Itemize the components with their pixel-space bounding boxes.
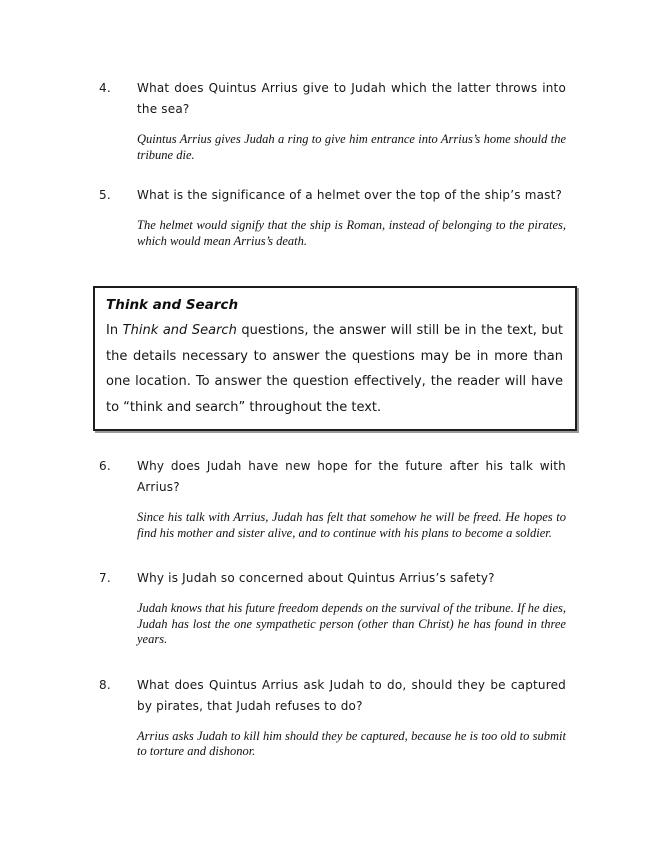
answer-text: Arrius asks Judah to kill him should they be captured, because he is too old to submit to torture and dishonor. — [137, 728, 566, 758]
question-text: What is the significance of a helmet over the top of the ship’s mast? — [137, 188, 563, 202]
qa-section-bottom — [99, 456, 566, 760]
question-number: 7. — [99, 571, 111, 585]
question-text: What does Quintus Arrius ask Judah to do, should they be captured by pirates, that Judah refuses to do? — [137, 677, 566, 713]
question-row — [99, 456, 566, 498]
qa-section-top — [99, 78, 566, 249]
answer-text: Since his talk with Arrius, Judah has felt that somehow he will be freed. He hopes to find his mother and sister alive, and to continue with his plans to become a soldier. — [137, 510, 566, 540]
qa-item-8 — [99, 675, 566, 760]
question-row — [99, 568, 566, 589]
question-text: Why is Judah so concerned about Quintus Arrius’s safety? — [137, 571, 495, 585]
qa-item-6 — [99, 456, 566, 541]
qa-item-7 — [99, 568, 566, 648]
callout-body-rest: questions, the answer will still be in the text, but the details necessary to answer the questions may be in more than one location. To answer the question effectively, the reader will have to “think and search” throughout the text. — [106, 323, 563, 415]
think-and-search-box — [93, 286, 577, 431]
question-text: What does Quintus Arrius give to Judah which the latter throws into the sea? — [137, 81, 566, 116]
question-number: 5. — [99, 188, 111, 202]
answer-text: Judah knows that his future freedom depends on the survival of the tribune. If he dies, Judah has lost the one sympathetic person (other than Christ) he has found in three years. — [137, 601, 566, 646]
question-text: Why does Judah have new hope for the future after his talk with Arrius? — [137, 459, 566, 494]
question-number: 6. — [99, 459, 111, 473]
question-number: 8. — [99, 677, 111, 692]
answer-text: The helmet would signify that the ship is Roman, instead of belonging to the pirates, which would mean Arrius’s death. — [137, 218, 566, 248]
qa-item-4 — [99, 78, 566, 163]
question-number: 4. — [99, 81, 111, 95]
question-row — [99, 675, 566, 717]
callout-body-prefix: In — [106, 323, 123, 338]
qa-item-5 — [99, 185, 566, 249]
question-row — [99, 78, 566, 120]
question-row — [99, 185, 566, 206]
answer-text: Quintus Arrius gives Judah a ring to give him entrance into Arrius’s home should the tribune die. — [137, 132, 566, 162]
callout-body-italic: Think and Search — [122, 323, 237, 338]
callout-body — [106, 318, 563, 420]
callout-title: Think and Search — [106, 297, 239, 313]
